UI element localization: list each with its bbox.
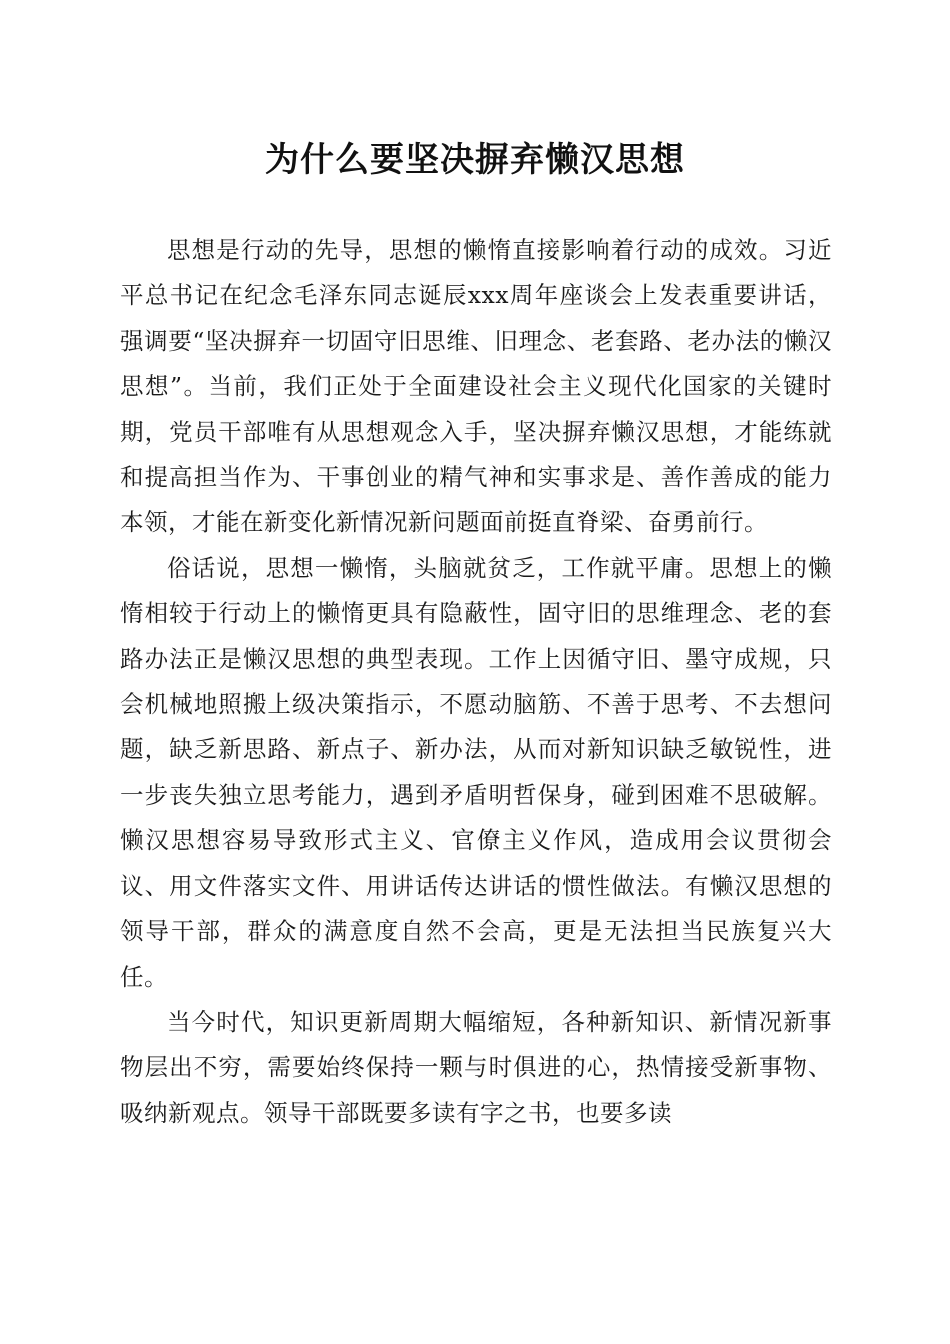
document-title: 为什么要坚决摒弃懒汉思想	[265, 140, 685, 180]
paragraph-1: 思想是行动的先导，思想的懒惰直接影响着行动的成效。习近平总书记在纪念毛泽东同志诞辰xxx周年座谈会上发表重要讲话，强调要“坚决摒弃一切固守旧思维、旧理念、老套路、老办法的懒汉思想”。当前，我们正处于全面建设社会主义现代化国家的关键时期，党员干部唯有从思想观念入手，坚决摒弃懒汉思想，才能练就和提高担当作为、干事创业的精气神和实事求是、善作善成的能力本领，才能在新变化新情况新问题面前挺直脊梁、奋勇前行。	[120, 236, 832, 537]
document-body	[120, 228, 832, 1136]
paragraph-2: 俗话说，思想一懒惰，头脑就贫乏，工作就平庸。思想上的懒惰相较于行动上的懒惰更具有隐蔽性，固守旧的思维理念、老的套路办法正是懒汉思想的典型表现。工作上因循守旧、墨守成规，只会机械地照搬上级决策指示，不愿动脑筋、不善于思考、不去想问题，缺乏新思路、新点子、新办法，从而对新知识缺乏敏锐性，进一步丧失独立思考能力，遇到矛盾明哲保身，碰到困难不思破解。懒汉思想容易导致形式主义、官僚主义作风，造成用会议贯彻会议、用文件落实文件、用讲话传达讲话的惯性做法。有懒汉思想的领导干部，群众的满意度自然不会高，更是无法担当民族复兴大任。	[120, 553, 832, 991]
paragraph-3: 当今时代，知识更新周期大幅缩短，各种新知识、新情况新事物层出不穷，需要始终保持一颗与时俱进的心，热情接受新事物、吸纳新观点。领导干部既要多读有字之书，也要多读	[120, 1007, 832, 1127]
